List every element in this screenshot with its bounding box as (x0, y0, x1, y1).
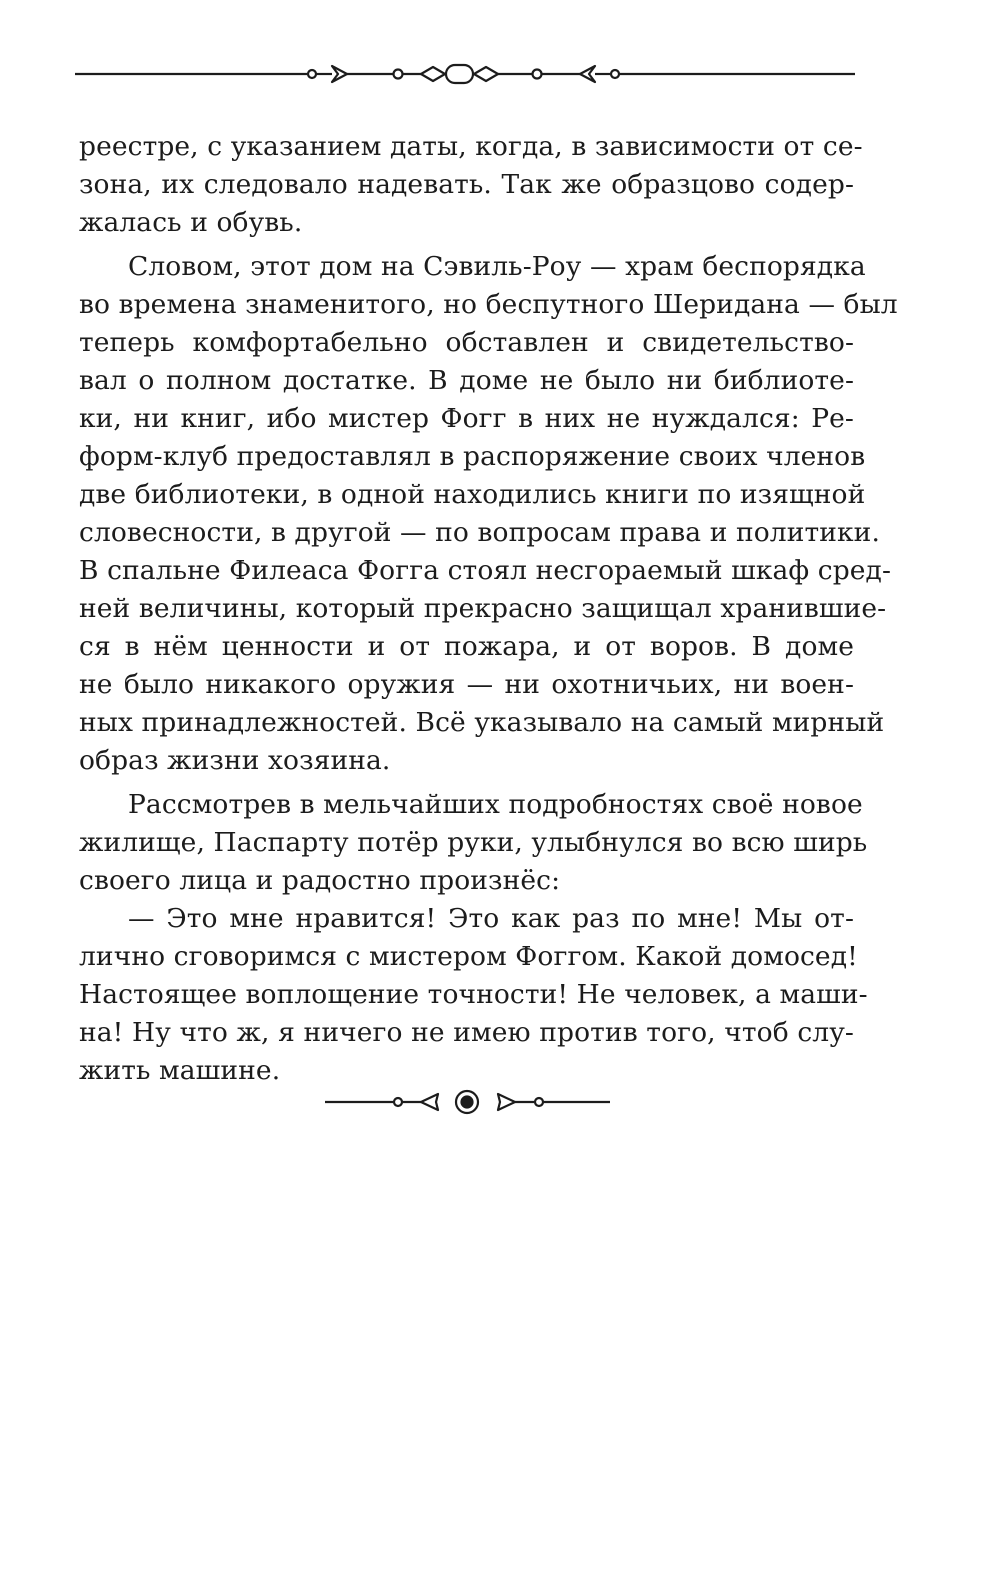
text-line: жилище, Паспарту потёр руки, улыбнулся во всю ширь (79, 827, 868, 858)
text-line: реестре, с указанием даты, когда, в зависимости от се- (79, 131, 863, 162)
text-line: ней величины, который прекрасно защищал хранившие- (79, 593, 887, 624)
paragraph (79, 786, 868, 900)
text-line: лично сговоримся с мистером Фоггом. Какой домосед! (79, 941, 858, 972)
paragraph (79, 128, 863, 242)
text-line: жить машине. (79, 1055, 281, 1086)
bottom-ornament-divider-icon (325, 1086, 610, 1118)
text-line: Рассмотрев в мельчайших подробностях своё новое (128, 789, 863, 820)
text-line: образ жизни хозяина. (79, 745, 391, 776)
text-line: словесности, в другой — по вопросам права и политики. (79, 517, 880, 548)
text-line: форм-клуб предоставлял в распоряжение своих членов (79, 441, 866, 472)
text-line: Словом, этот дом на Сэвиль-Роу — храм беспорядка (128, 251, 866, 282)
text-line: вал о полном достатке. В доме не было ни библиоте- (79, 365, 854, 396)
text-line: ных принадлежностей. Всё указывало на самый мирный (79, 707, 885, 738)
text-line: — Это мне нравится! Это как раз по мне! Мы от- (128, 903, 854, 934)
text-line: В спальне Филеаса Фогга стоял несгораемый шкаф сред- (79, 555, 892, 586)
text-line: теперь комфортабельно обставлен и свидетельство- (79, 327, 854, 358)
text-line: своего лица и радостно произнёс: (79, 865, 561, 896)
paragraph (79, 248, 898, 780)
text-line: Настоящее воплощение точности! Не человек, а маши- (79, 979, 868, 1010)
text-line: жалась и обувь. (79, 207, 303, 238)
text-line: зона, их следовало надевать. Так же образцово содер- (79, 169, 854, 200)
top-ornament-divider-icon (75, 58, 855, 90)
text-line: две библиотеки, в одной находились книги по изящной (79, 479, 866, 510)
paragraph (79, 900, 868, 1090)
text-line: не было никакого оружия — ни охотничьих, ни воен- (79, 669, 854, 700)
body-text (79, 128, 898, 1090)
text-line: во времена знаменитого, но беспутного Шеридана — был (79, 289, 898, 320)
text-line: ки, ни книг, ибо мистер Фогг в них не нуждался: Ре- (79, 403, 854, 434)
text-line: на! Ну что ж, я ничего не имею против того, чтоб слу- (79, 1017, 854, 1048)
text-line: ся в нём ценности и от пожара, и от воров. В доме (79, 631, 854, 662)
